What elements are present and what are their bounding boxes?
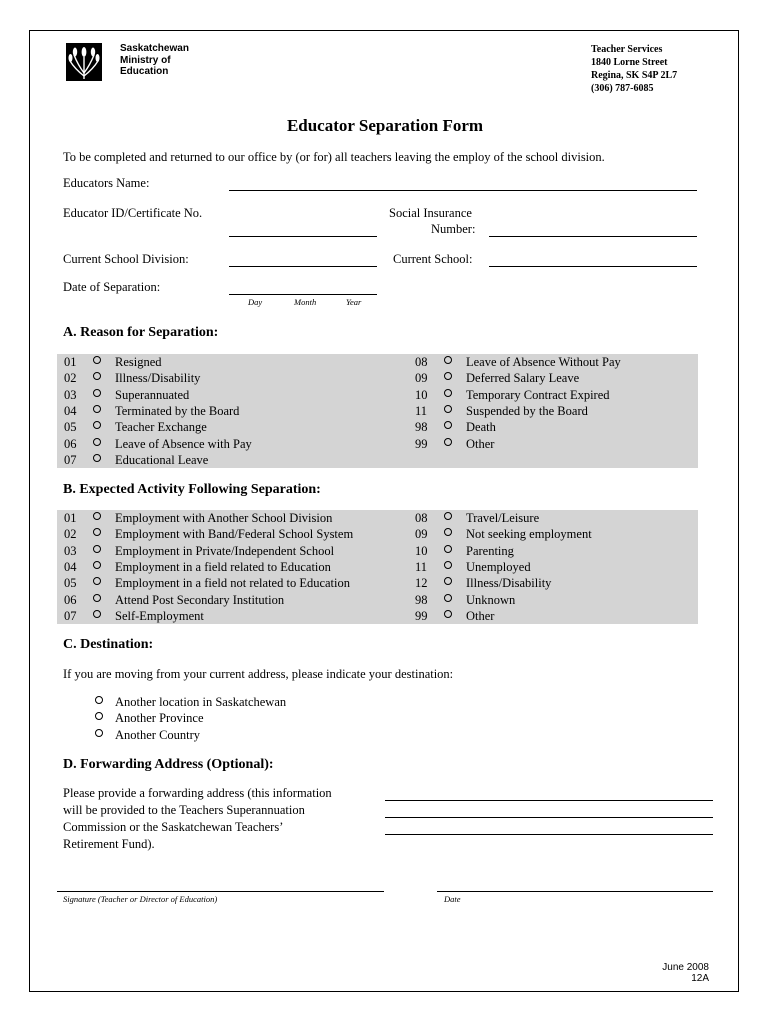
option-label: Employment in a field not related to Education: [115, 576, 351, 591]
radio-icon[interactable]: [93, 577, 101, 585]
activity-option[interactable]: [415, 575, 715, 591]
day-caption: Day: [248, 297, 263, 307]
radio-icon[interactable]: [444, 512, 452, 520]
option-code: 02: [64, 371, 77, 386]
option-code: 04: [64, 559, 77, 574]
activity-option[interactable]: [64, 575, 364, 591]
option-code: 98: [415, 420, 428, 435]
destination-prompt: If you are moving from your current address, please indicate your destination:: [63, 667, 454, 681]
ministry-line: Saskatchewan: [120, 43, 189, 54]
option-code: 99: [415, 436, 428, 451]
radio-icon[interactable]: [95, 729, 103, 737]
educator-name-label: Educators Name:: [63, 176, 150, 190]
option-code: 03: [64, 387, 77, 402]
current-school-field[interactable]: [489, 266, 697, 267]
option-code: 11: [415, 559, 428, 574]
school-division-label: Current School Division:: [63, 252, 189, 266]
radio-icon[interactable]: [444, 610, 452, 618]
footer-date: June 2008: [662, 962, 709, 973]
date-caption: Date: [444, 894, 461, 904]
option-label: Suspended by the Board: [466, 403, 588, 418]
radio-icon[interactable]: [444, 561, 452, 569]
radio-icon[interactable]: [93, 528, 101, 536]
reason-option[interactable]: [415, 419, 715, 435]
option-label: Terminated by the Board: [115, 403, 240, 418]
ministry-line: Education: [120, 66, 169, 77]
option-label: Death: [466, 420, 496, 435]
option-label: Temporary Contract Expired: [466, 387, 610, 402]
radio-icon[interactable]: [93, 561, 101, 569]
reason-option[interactable]: [64, 436, 364, 452]
signature-caption: Signature (Teacher or Director of Education): [63, 894, 218, 904]
reason-option[interactable]: [415, 403, 715, 419]
radio-icon[interactable]: [93, 372, 101, 380]
activity-option[interactable]: [64, 559, 364, 575]
activity-option[interactable]: [415, 510, 715, 526]
option-code: 03: [64, 543, 77, 558]
option-code: 10: [415, 387, 428, 402]
destination-option-label: Another location in Saskatchewan: [115, 695, 287, 709]
forwarding-address-line-1[interactable]: [385, 800, 713, 801]
address-line: 1840 Lorne Street: [591, 57, 668, 68]
radio-icon[interactable]: [93, 405, 101, 413]
option-code: 02: [64, 527, 77, 542]
option-code: 12: [415, 576, 428, 591]
option-label: Educational Leave: [115, 452, 209, 467]
year-caption: Year: [346, 297, 362, 307]
reason-option[interactable]: [415, 370, 715, 386]
option-label: Unemployed: [466, 559, 531, 574]
ministry-name: [120, 43, 189, 78]
radio-icon[interactable]: [93, 594, 101, 602]
sin-field[interactable]: [489, 236, 697, 237]
activity-option[interactable]: [64, 608, 364, 624]
option-label: Teacher Exchange: [115, 420, 207, 435]
school-division-field[interactable]: [229, 266, 377, 267]
radio-icon[interactable]: [444, 594, 452, 602]
office-address: [591, 43, 677, 95]
section-a-heading: A. Reason for Separation:: [63, 325, 219, 340]
ministry-line: Ministry of: [120, 54, 171, 66]
radio-icon[interactable]: [444, 528, 452, 536]
section-b-heading: B. Expected Activity Following Separation:: [63, 482, 321, 497]
activity-option[interactable]: [64, 592, 364, 608]
destination-option-label: Another Province: [115, 711, 204, 725]
radio-icon[interactable]: [444, 545, 452, 553]
option-label: Parenting: [466, 543, 514, 558]
date-of-separation-label: Date of Separation:: [63, 280, 161, 294]
section-c-heading: C. Destination:: [63, 637, 154, 652]
option-code: 99: [415, 608, 428, 623]
address-line: (306) 787-6085: [591, 83, 654, 94]
address-line: Regina, SK S4P 2L7: [591, 70, 678, 81]
radio-icon[interactable]: [444, 421, 452, 429]
activity-option[interactable]: [415, 526, 715, 542]
forwarding-address-line-3[interactable]: [385, 834, 713, 835]
option-code: 98: [415, 592, 428, 607]
option-code: 09: [415, 527, 428, 542]
option-label: Travel/Leisure: [466, 511, 540, 525]
forwarding-text-line: will be provided to the Teachers Superannuation: [63, 803, 305, 817]
form-footer: [662, 962, 709, 984]
reason-option[interactable]: [64, 403, 364, 419]
destination-option-label: Another Country: [115, 728, 201, 742]
current-school-label: Current School:: [393, 252, 473, 266]
option-code: 11: [415, 403, 428, 418]
radio-icon[interactable]: [93, 454, 101, 462]
option-code: 01: [64, 355, 77, 369]
radio-icon[interactable]: [93, 512, 101, 520]
sin-label-number: Number:: [431, 222, 476, 236]
reason-option[interactable]: [64, 387, 364, 403]
reason-option[interactable]: [415, 354, 715, 370]
radio-icon[interactable]: [444, 577, 452, 585]
forwarding-address-line-2[interactable]: [385, 817, 713, 818]
option-code: 08: [415, 355, 428, 369]
reason-option[interactable]: [415, 436, 715, 452]
option-code: 09: [415, 371, 428, 386]
option-code: 08: [415, 511, 428, 525]
section-d-heading: D. Forwarding Address (Optional):: [63, 757, 274, 772]
option-code: 05: [64, 420, 77, 435]
footer-code: 12A: [691, 973, 709, 984]
option-code: 07: [64, 608, 77, 623]
forwarding-text-line: Commission or the Saskatchewan Teachers’: [63, 820, 284, 834]
date-of-separation-field[interactable]: [229, 294, 377, 295]
month-caption: Month: [294, 297, 317, 307]
activity-option[interactable]: [415, 543, 715, 559]
address-line: Teacher Services: [591, 44, 663, 55]
radio-icon[interactable]: [93, 421, 101, 429]
option-code: 04: [64, 403, 77, 418]
educator-id-label: Educator ID/Certificate No.: [63, 206, 203, 220]
option-label: Resigned: [115, 355, 162, 369]
activity-option[interactable]: [415, 608, 715, 624]
forwarding-address-text: [63, 785, 332, 853]
reason-option[interactable]: [64, 419, 364, 435]
form-title: Educator Separation Form: [286, 116, 484, 135]
radio-icon[interactable]: [93, 438, 101, 446]
reason-option[interactable]: [64, 370, 364, 386]
radio-icon[interactable]: [93, 545, 101, 553]
radio-icon[interactable]: [93, 610, 101, 618]
option-code: 05: [64, 576, 77, 591]
option-label: Employment with Band/Federal School System: [115, 527, 354, 542]
activity-option[interactable]: [64, 510, 364, 526]
radio-icon[interactable]: [95, 712, 103, 720]
option-code: 06: [64, 436, 77, 451]
radio-icon[interactable]: [444, 405, 452, 413]
option-label: Other: [466, 436, 495, 451]
activity-option[interactable]: [64, 526, 364, 542]
option-code: 01: [64, 511, 77, 525]
option-label: Employment in a field related to Education: [115, 559, 331, 574]
option-label: Attend Post Secondary Institution: [115, 592, 285, 607]
activity-option[interactable]: [415, 559, 715, 575]
forwarding-text-line: Please provide a forwarding address (this information: [63, 786, 332, 800]
radio-icon[interactable]: [93, 389, 101, 397]
forwarding-text-line: Retirement Fund).: [63, 837, 155, 851]
option-label: Leave of Absence Without Pay: [466, 355, 621, 369]
activity-option[interactable]: [415, 592, 715, 608]
option-code: 10: [415, 543, 428, 558]
option-label: Unknown: [466, 592, 516, 607]
reason-option[interactable]: [64, 452, 364, 468]
wheat-logo-icon: [66, 43, 102, 81]
option-label: Other: [466, 608, 495, 623]
signature-field[interactable]: [57, 891, 384, 892]
educator-id-field[interactable]: [229, 236, 377, 237]
option-label: Employment with Another School Division: [115, 511, 333, 525]
option-code: 07: [64, 452, 77, 467]
option-label: Self-Employment: [115, 608, 204, 623]
radio-icon[interactable]: [444, 389, 452, 397]
option-label: Leave of Absence with Pay: [115, 436, 252, 451]
intro-text: To be completed and returned to our office by (or for) all teachers leaving the employ of the school division.: [63, 150, 605, 164]
reason-option[interactable]: [64, 354, 364, 370]
option-label: Illness/Disability: [115, 371, 201, 386]
option-label: Employment in Private/Independent School: [115, 543, 335, 558]
radio-icon[interactable]: [444, 438, 452, 446]
sin-label: Social Insurance: [389, 206, 472, 220]
activity-option[interactable]: [64, 543, 364, 559]
reason-option[interactable]: [415, 387, 715, 403]
option-label: Not seeking employment: [466, 527, 592, 542]
radio-icon[interactable]: [444, 356, 452, 364]
option-label: Deferred Salary Leave: [466, 371, 580, 386]
radio-icon[interactable]: [95, 696, 103, 704]
radio-icon[interactable]: [444, 372, 452, 380]
option-label: Illness/Disability: [466, 576, 552, 591]
radio-icon[interactable]: [93, 356, 101, 364]
signature-date-field[interactable]: [437, 891, 713, 892]
educator-name-field[interactable]: [229, 190, 697, 191]
option-code: 06: [64, 592, 77, 607]
option-label: Superannuated: [115, 387, 190, 402]
